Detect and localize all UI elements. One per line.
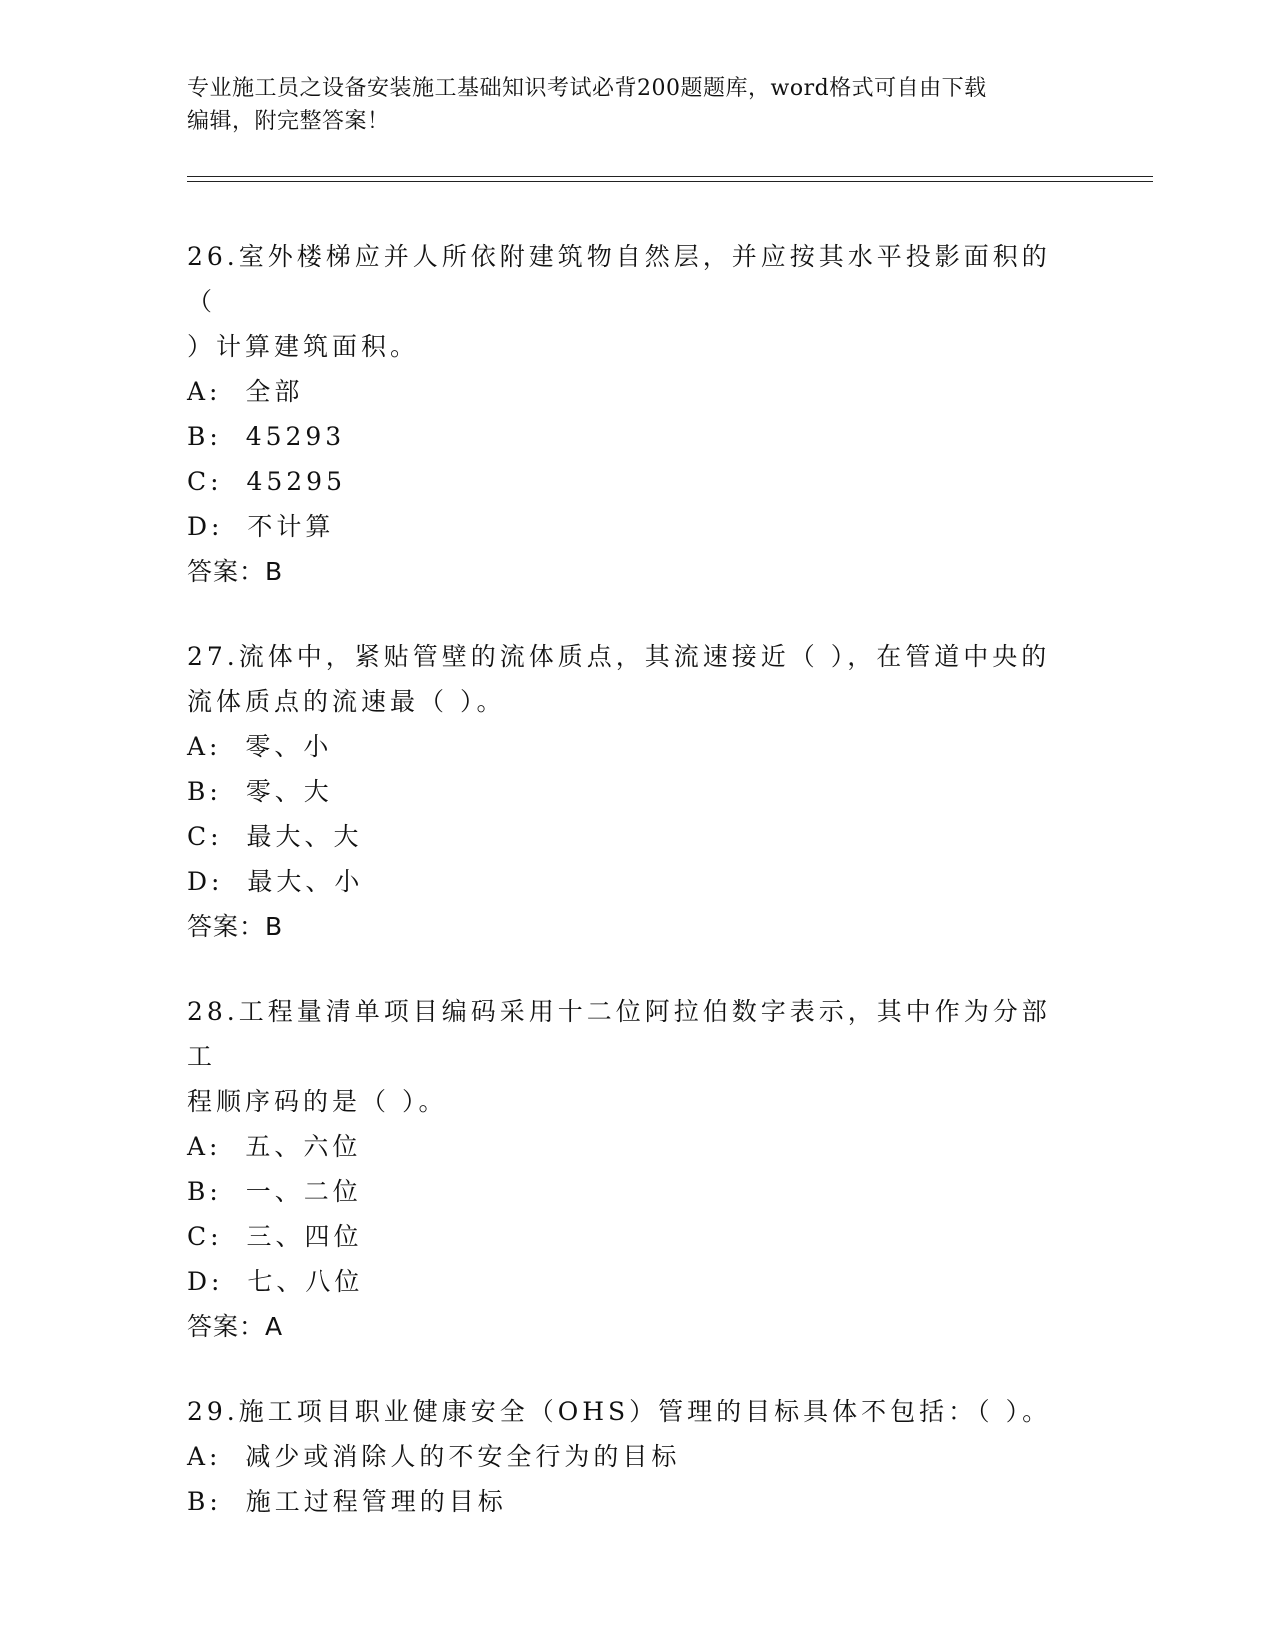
option-b: B: 45293: [187, 422, 346, 451]
option-d: D: 不计算: [187, 512, 335, 541]
question-list: [187, 234, 1087, 1564]
question-stem-line: 27.流体中，紧贴管壁的流体质点，其流速接近（ ），在管道中央的: [187, 642, 1051, 671]
question-27: [187, 634, 1087, 949]
question-stem-line: 程顺序码的是（ ）。: [187, 1087, 448, 1116]
answer: 答案：B: [187, 912, 284, 941]
question-stem-line: 28.工程量清单项目编码采用十二位阿拉伯数字表示，其中作为分部工: [187, 997, 1051, 1071]
question-28: [187, 989, 1087, 1349]
header-rule-bottom: [187, 181, 1153, 182]
option-a: A: 零、小: [187, 732, 333, 761]
option-a: A: 减少或消除人的不安全行为的目标: [187, 1442, 681, 1471]
option-c: C: 最大、大: [187, 822, 363, 851]
header-line-1: 专业施工员之设备安装施工基础知识考试必背200题题库，word格式可自由下载: [187, 76, 987, 101]
header-line-2: 编辑，附完整答案！: [187, 109, 390, 134]
header-rule-top: [187, 176, 1153, 177]
answer: 答案：A: [187, 1312, 284, 1341]
question-stem-line: 26.室外楼梯应并人所依附建筑物自然层，并应按其水平投影面积的（: [187, 242, 1051, 316]
question-26: [187, 234, 1087, 594]
option-a: A: 五、六位: [187, 1132, 362, 1161]
answer: 答案：B: [187, 557, 284, 586]
question-stem-line: ）计算建筑面积。: [187, 332, 420, 361]
document-header: [187, 72, 1067, 138]
question-29: [187, 1389, 1087, 1524]
question-stem-line: 29.施工项目职业健康安全（OHS）管理的目标具体不包括：（ ）。: [187, 1397, 1052, 1426]
option-c: C: 45295: [187, 467, 346, 496]
option-b: B: 一、二位: [187, 1177, 362, 1206]
question-stem-line: 流体质点的流速最（ ）。: [187, 687, 506, 716]
option-c: C: 三、四位: [187, 1222, 363, 1251]
option-d: D: 最大、小: [187, 867, 364, 896]
option-b: B: 零、大: [187, 777, 333, 806]
option-b: B: 施工过程管理的目标: [187, 1487, 507, 1516]
option-d: D: 七、八位: [187, 1267, 364, 1296]
option-a: A: 全部: [187, 377, 304, 406]
